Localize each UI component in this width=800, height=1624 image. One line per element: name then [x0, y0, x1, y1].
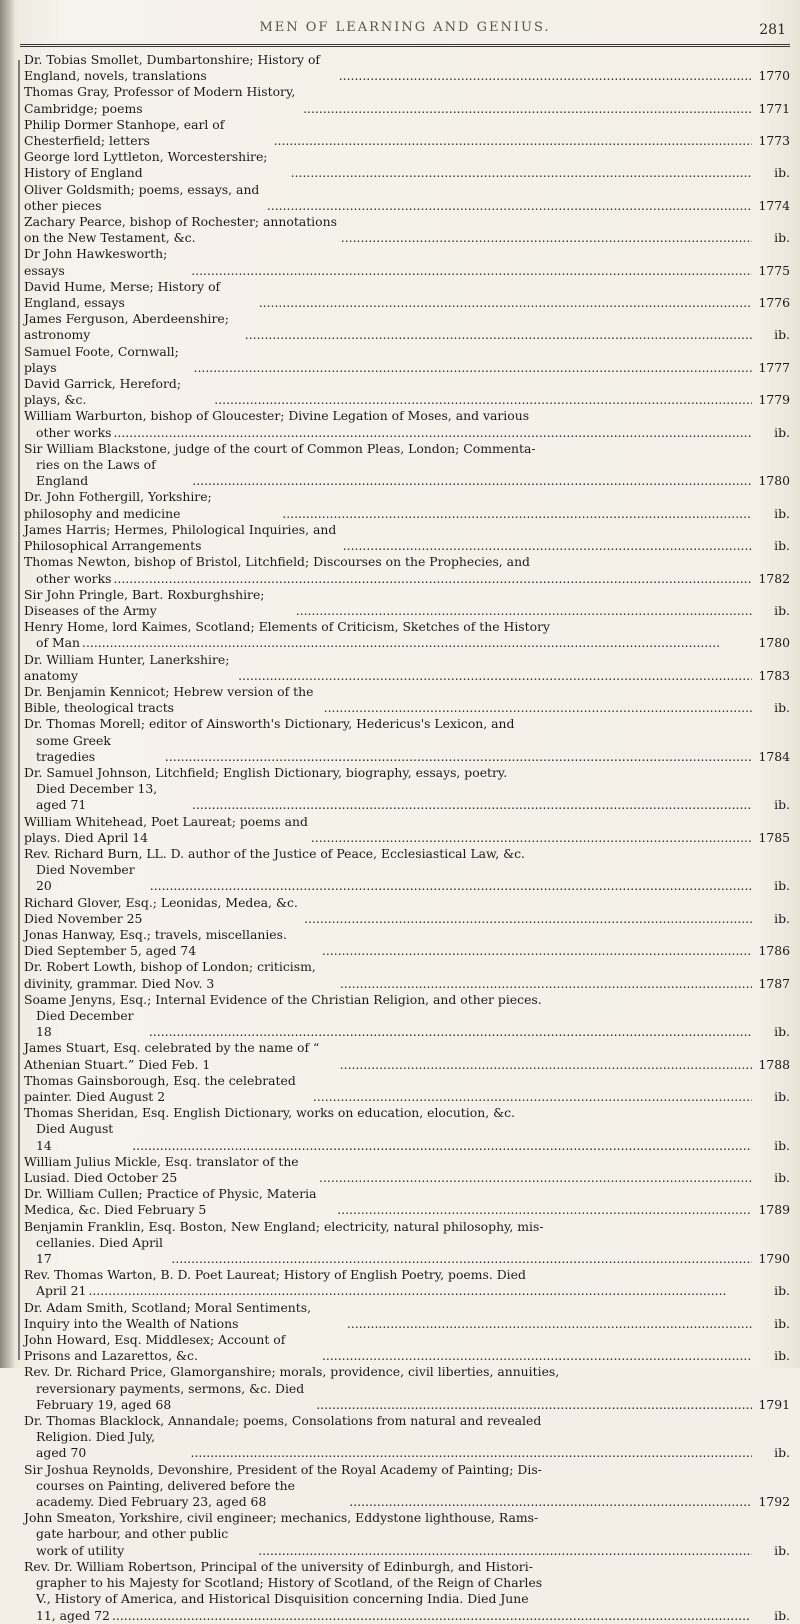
leader-dots: [340, 976, 752, 992]
list-item: [24, 52, 790, 84]
entry-text: Died December 13, aged 71: [36, 781, 158, 813]
list-item: [24, 587, 790, 619]
list-item: [24, 441, 790, 490]
entry-text: Dr. William Cullen; Practice of Physic, Materia Medica, &c. Died February 5: [24, 1186, 317, 1218]
entry-text: Died August 14: [36, 1121, 114, 1153]
list-item: [24, 1073, 790, 1105]
list-item: [24, 716, 790, 765]
leader-dots: [319, 1170, 752, 1186]
entry-year: 1780: [758, 473, 790, 489]
leader-dots: [267, 198, 752, 214]
entry-year: 1792: [758, 1494, 790, 1510]
entry-text: Dr. John Fothergill, Yorkshire; philosophy and medicine: [24, 489, 212, 521]
entry-text: Sir Joshua Reynolds, Devonshire, President of the Royal Academy of Painting; Dis-: [24, 1461, 542, 1477]
entry-year: 1790: [758, 1251, 790, 1267]
list-item: [24, 959, 790, 991]
list-item: [24, 1219, 790, 1268]
entry-year: ib.: [774, 327, 790, 343]
leader-dots: [214, 392, 752, 408]
entry-text: Thomas Newton, bishop of Bristol, Litchfield; Discourses on the Prophecies, and: [24, 554, 530, 570]
list-item: [24, 117, 790, 149]
entry-year: 1771: [758, 100, 790, 116]
entry-text: Sir John Pringle, Bart. Roxburghshire; Diseases of the Army: [24, 586, 265, 618]
list-item: [24, 814, 790, 846]
entry-text: some Greek tragedies: [36, 732, 111, 764]
entry-text: James Harris; Hermes, Philological Inquiries, and Philosophical Arrangements: [24, 521, 337, 554]
entry-year: ib.: [774, 505, 790, 521]
entry-year: ib.: [774, 1348, 790, 1364]
list-item: [24, 846, 790, 895]
entry-year: ib.: [774, 538, 790, 554]
entry-year: ib.: [774, 230, 790, 246]
leader-dots: [113, 425, 752, 441]
entry-year: ib.: [774, 165, 790, 181]
entry-year: 1784: [758, 748, 790, 764]
list-item: [24, 1154, 790, 1186]
list-item: [24, 1267, 790, 1299]
leader-dots: [192, 797, 752, 813]
leader-dots: [194, 360, 752, 376]
entry-text: Soame Jenyns, Esq.; Internal Evidence of the Christian Religion, and other pieces.: [24, 991, 542, 1007]
entry-text: Thomas Sheridan, Esq. English Dictionary, works on education, elocution, &c.: [24, 1105, 515, 1121]
entry-year: ib.: [774, 1315, 790, 1331]
entry-text: Religion. Died July, aged 70: [36, 1429, 156, 1461]
entry-text: of Man: [36, 635, 81, 651]
entry-text: Died December 18: [36, 1007, 134, 1040]
list-item: [24, 1510, 790, 1559]
entry-text: reversionary payments, sermons, &c. Died February 19, aged 68: [36, 1380, 305, 1412]
list-item: [24, 927, 790, 959]
entry-text: Richard Glover, Esq.; Leonidas, Medea, &c. Died November 25: [24, 894, 298, 926]
leader-dots: [291, 165, 752, 181]
leader-dots: [113, 571, 752, 587]
entry-text: other works: [36, 570, 112, 586]
entry-year: 1774: [758, 197, 790, 213]
entry-text: Philip Dormer Stanhope, earl of Chesterfield; letters: [24, 116, 225, 149]
list-item: [24, 1040, 790, 1072]
entry-text: Dr. Samuel Johnson, Litchfield; English Dictionary, biography, essays, poetry.: [24, 764, 508, 780]
list-item: [24, 1559, 790, 1624]
entry-year: 1783: [758, 667, 790, 683]
entry-year: ib.: [774, 1445, 790, 1461]
entry-text: ries on the Laws of England: [36, 457, 156, 489]
leader-dots: [296, 603, 752, 619]
entry-year: 1782: [758, 570, 790, 586]
list-item: [24, 619, 790, 651]
entry-year: ib.: [774, 424, 790, 440]
list-item: [24, 149, 790, 181]
margin-rule: [18, 60, 20, 1360]
list-item: [24, 992, 790, 1041]
list-item: [24, 522, 790, 554]
entry-text: Samuel Foote, Cornwall; plays: [24, 343, 179, 375]
leader-dots: [82, 635, 752, 651]
leader-dots: [303, 101, 752, 117]
chronology-list: [24, 52, 790, 1624]
list-item: [24, 311, 790, 343]
entry-year: ib.: [774, 1283, 790, 1299]
list-item: [24, 376, 790, 408]
entry-year: 1788: [758, 1056, 790, 1072]
entry-text: Dr. William Hunter, Lanerkshire; anatomy: [24, 651, 230, 683]
list-item: [24, 1186, 790, 1218]
entry-year: ib.: [774, 1542, 790, 1558]
entry-year: ib.: [774, 878, 790, 894]
leader-dots: [112, 1608, 752, 1624]
entry-text: David Garrick, Hereford; plays, &c.: [24, 376, 182, 408]
entry-year: 1775: [758, 262, 790, 278]
list-item: [24, 246, 790, 278]
entry-text: other works: [36, 424, 112, 440]
list-item: [24, 84, 790, 116]
list-item: [24, 1413, 790, 1462]
entry-text: V., History of America, and Historical Disquisition concerning India. Died June: [36, 1591, 529, 1607]
list-item: [24, 1332, 790, 1364]
leader-dots: [258, 1543, 752, 1559]
entry-text: Thomas Gray, Professor of Modern History, Cambridge; poems: [24, 84, 296, 116]
leader-dots: [322, 1348, 752, 1364]
entry-year: ib.: [774, 1170, 790, 1186]
entry-year: 1779: [758, 392, 790, 408]
list-item: [24, 1462, 790, 1511]
entry-year: 1787: [758, 975, 790, 991]
leader-dots: [304, 911, 752, 927]
entry-text: Rev. Dr. William Robertson, Principal of the university of Edinburgh, and Histori-: [24, 1558, 533, 1574]
entry-year: 1780: [758, 635, 790, 651]
leader-dots: [311, 830, 752, 846]
entry-text: Oliver Goldsmith; poems, essays, and other pieces: [24, 181, 260, 213]
entry-year: 1785: [758, 829, 790, 845]
entry-text: William Julius Mickle, Esq. translator of the Lusiad. Died October 25: [24, 1153, 299, 1186]
entry-year: ib.: [774, 1089, 790, 1104]
leader-dots: [259, 295, 752, 311]
leader-dots: [191, 1445, 752, 1461]
leader-dots: [349, 1494, 752, 1510]
leader-dots: [274, 133, 752, 149]
entry-year: 1777: [758, 359, 790, 375]
running-title: MEN OF LEARNING AND GENIUS.: [259, 20, 551, 35]
book-spine-shadow: [0, 0, 14, 1368]
list-item: [24, 489, 790, 521]
entry-text: courses on Painting, delivered before the academy. Died February 23, aged 68: [36, 1477, 295, 1510]
entry-text: cellanies. Died April 17: [36, 1234, 163, 1267]
entry-text: George lord Lyttleton, Worcestershire; History of England: [24, 149, 268, 181]
entry-text: Dr. Benjamin Kennicot; Hebrew version of the Bible, theological tracts: [24, 683, 314, 716]
list-item: [24, 214, 790, 246]
entry-year: 1770: [758, 68, 790, 84]
entry-year: 1773: [758, 133, 790, 149]
entry-text: Dr. Thomas Blacklock, Annandale; poems, Consolations from natural and revealed: [24, 1413, 542, 1429]
entry-year: ib.: [774, 602, 790, 618]
entry-text: Dr. Robert Lowth, bishop of London; criticism, divinity, grammar. Died Nov. 3: [24, 959, 316, 991]
entry-text: Jonas Hanway, Esq.; travels, miscellanies. Died September 5, aged 74: [24, 926, 287, 959]
entry-text: William Whitehead, Poet Laureat; poems and plays. Died April 14: [24, 813, 308, 845]
leader-dots: [149, 1024, 752, 1040]
entry-text: April 21: [36, 1283, 87, 1299]
entry-text: grapher to his Majesty for Scotland; History of Scotland, of the Reign of Charles: [36, 1575, 543, 1591]
entry-text: Sir William Blackstone, judge of the court of Common Pleas, London; Commenta-: [24, 440, 536, 456]
entry-year: 1786: [758, 943, 790, 959]
entry-text: Thomas Gainsborough, Esq. the celebrated painter. Died August 2: [24, 1072, 296, 1104]
leader-dots: [282, 506, 752, 522]
leader-dots: [192, 473, 752, 489]
entry-year: ib.: [774, 910, 790, 926]
leader-dots: [191, 263, 752, 279]
leader-dots: [132, 1138, 752, 1154]
leader-dots: [339, 68, 752, 84]
entry-year: 1776: [758, 295, 790, 311]
entry-year: ib.: [774, 1137, 790, 1153]
leader-dots: [347, 1316, 752, 1332]
entry-text: Dr. Adam Smith, Scotland; Moral Sentiments, Inquiry into the Wealth of Nations: [24, 1299, 312, 1331]
leader-dots: [340, 1057, 752, 1073]
entry-year: ib.: [774, 1607, 790, 1623]
entry-text: David Hume, Merse; History of England, essays: [24, 278, 221, 311]
list-item: [24, 652, 790, 684]
leader-dots: [238, 668, 752, 684]
leader-dots: [322, 943, 752, 959]
list-item: [24, 1300, 790, 1332]
leader-dots: [165, 749, 752, 765]
entry-text: William Warburton, bishop of Gloucester; Divine Legation of Moses, and various: [24, 408, 530, 424]
entry-text: 11, aged 72: [36, 1607, 110, 1623]
entry-text: James Ferguson, Aberdeenshire; astronomy: [24, 311, 229, 343]
leader-dots: [171, 1251, 752, 1267]
entry-text: Rev. Dr. Richard Price, Glamorganshire; morals, providence, civil liberties, annuities,: [24, 1364, 560, 1380]
entry-text: Dr. Tobias Smollet, Dumbartonshire; History of England, novels, translations: [24, 52, 320, 84]
leader-dots: [337, 1202, 752, 1218]
list-item: [24, 765, 790, 814]
entry-year: 1789: [758, 1202, 790, 1218]
list-item: [24, 1105, 790, 1154]
entry-text: Died November 20: [36, 862, 135, 894]
leader-dots: [316, 1397, 752, 1413]
list-item: [24, 684, 790, 716]
leader-dots: [313, 1089, 752, 1105]
leader-dots: [324, 700, 752, 716]
list-item: [24, 279, 790, 311]
page-header: [20, 0, 790, 47]
entry-text: gate harbour, and other public work of utility: [36, 1526, 229, 1558]
list-item: [24, 408, 790, 440]
entry-year: 1791: [758, 1396, 790, 1412]
list-item: [24, 1364, 790, 1413]
leader-dots: [341, 230, 752, 246]
entry-text: John Smeaton, Yorkshire, civil engineer; mechanics, Eddystone lighthouse, Rams-: [24, 1510, 539, 1526]
leader-dots: [245, 327, 752, 343]
entry-text: Zachary Pearce, bishop of Rochester; annotations on the New Testament, &c.: [24, 214, 337, 246]
entry-year: ib.: [774, 797, 790, 813]
list-item: [24, 895, 790, 927]
entry-text: Benjamin Franklin, Esq. Boston, New England; electricity, natural philosophy, mis-: [24, 1218, 544, 1234]
entry-text: Rev. Richard Burn, LL. D. author of the Justice of Peace, Ecclesiastical Law, &c.: [24, 845, 525, 861]
leader-dots: [343, 538, 752, 554]
list-item: [24, 344, 790, 376]
entry-text: John Howard, Esq. Middlesex; Account of Prisons and Lazarettos, &c.: [24, 1332, 286, 1364]
entry-year: ib.: [774, 1024, 790, 1040]
entry-text: James Stuart, Esq. celebrated by the name of “ Athenian Stuart.” Died Feb. 1: [24, 1040, 320, 1072]
entry-text: Dr. Thomas Morell; editor of Ainsworth's Dictionary, Hedericus's Lexicon, and: [24, 716, 515, 732]
leader-dots: [150, 878, 752, 894]
page-number: 281: [759, 22, 786, 38]
entry-text: Rev. Thomas Warton, B. D. Poet Laureat; History of English Poetry, poems. Died: [24, 1267, 526, 1283]
list-item: [24, 182, 790, 214]
entry-text: Henry Home, lord Kaimes, Scotland; Elements of Criticism, Sketches of the History: [24, 619, 551, 635]
entry-year: ib.: [774, 700, 790, 716]
leader-dots: [88, 1283, 752, 1299]
list-item: [24, 554, 790, 586]
entry-text: Dr John Hawkesworth; essays: [24, 246, 168, 278]
